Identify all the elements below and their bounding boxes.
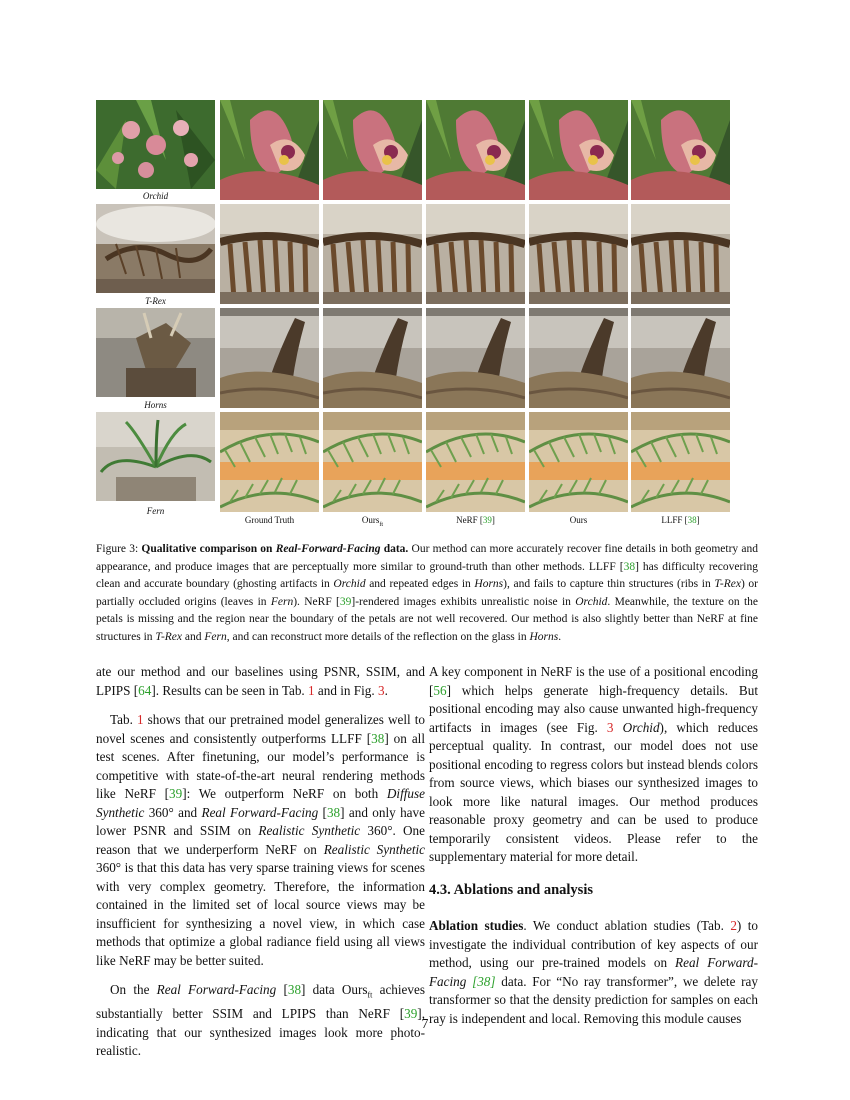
- figure-caption: Figure 3: Qualitative comparison on Real-Forward-Facing data. Our method can more accurately recover fine details in both geometry and appearance, and produce images that are perceptually more similar to ground-truth than other methods. LLFF [38] has difficulty recovering clean and accurate boundary (ghosting artifacts in Orchid and repeated edges in Horns), and fails to capture thin structures (ribs in T-Rex) or partially occluded origins (leaves in Fern). NeRF [39]-rendered images exhibits unrealistic noise in Orchid. Meanwhile, the texture on the petals is missing and the region near the boundary of the petals are not well recovered. Our method is also slightly better than NeRF at fine structures in T-Rex and Fern, and can reconstruct more details of the reflection on the glass in Horns.: [96, 543, 758, 643]
- orchid-llff-crop: [631, 100, 730, 200]
- horns-ours-crop: [529, 308, 628, 408]
- row-label-fern: Fern: [146, 506, 165, 516]
- horns-nerf-crop: [426, 308, 525, 408]
- left-paragraph-3: On the Real Forward-Facing [38] data Ours$_{ft}$ achieves substantially better SSIM and LPIPS than NeRF [39], indicating that our synthesized images look more photo-realistic.: [96, 982, 425, 1059]
- row-label-horns: Horns: [144, 400, 167, 410]
- trex-overview-image: [96, 204, 215, 293]
- horns-ours-ft-crop: [323, 308, 422, 408]
- horns-ground-truth-crop: [220, 308, 319, 408]
- horns-overview-image: [96, 308, 215, 397]
- orchid-ours-crop: [529, 100, 628, 200]
- fern-ground-truth-crop: [220, 412, 319, 512]
- trex-ground-truth-crop: [220, 204, 319, 304]
- fern-ours-crop: [529, 412, 628, 512]
- fern-llff-crop: [631, 412, 730, 512]
- trex-ours-ft-crop: [323, 204, 422, 304]
- trex-nerf-crop: [426, 204, 525, 304]
- row-label-trex: T-Rex: [145, 296, 166, 306]
- row-label-orchid: Orchid: [142, 191, 169, 201]
- right-paragraph-2: Ablation studies. We conduct ablation studies (Tab. 2) to investigate the individual contribution of key aspects of our method, using our pre-trained models on Real Forward-Facing [38] data. For “No ray transformer”, we delete ray transformer so that the density prediction for samples on each ray is independent and local. Removing this module causes: [429, 918, 758, 1026]
- right-column: [429, 663, 758, 1028]
- orchid-ours-ft-crop: [323, 100, 422, 200]
- left-column: [96, 663, 425, 1061]
- trex-ours-crop: [529, 204, 628, 304]
- left-paragraph-2: Tab. 1 shows that our pretrained model generalizes well to novel scenes and consistently outperforms LLFF [38] on all test scenes. After finetuning, our model’s performance is competitive with state-of-the-art neural rendering methods like NeRF [39]: We outperform NeRF on both Diffuse Synthetic 360° and Real Forward-Facing [38] and only have lower PSNR and SSIM on Realistic Synthetic 360°. One reason that we underperform NeRF on Realistic Synthetic 360° is that this data has very sparse training views for scenes with very complex geometry. Therefore, the information contained in the limited set of local source views may be insufficient for synthesizing a novel view, in which case methods that optimize a global radiance field using all views like NeRF may be better suited.: [96, 712, 426, 968]
- column-label-ground-truth: Ground Truth: [244, 515, 295, 525]
- orchid-ground-truth-crop: [220, 100, 319, 200]
- orchid-nerf-crop: [426, 100, 525, 200]
- fern-ours-ft-crop: [323, 412, 422, 512]
- fern-overview-image: [96, 412, 215, 501]
- left-paragraph-1: ate our method and our baselines using PSNR, SSIM, and LPIPS [64]. Results can be seen in Tab. 1 and in Fig. 3.: [96, 664, 425, 698]
- column-label-ours: Ours: [569, 515, 588, 525]
- horns-llff-crop: [631, 308, 730, 408]
- column-label-nerf: NeRF [39]: [456, 515, 495, 525]
- column-label-llff: LLFF [38]: [661, 515, 700, 525]
- section-heading-ablations: 4.3. Ablations and analysis: [429, 881, 593, 898]
- fern-nerf-crop: [426, 412, 525, 512]
- orchid-overview-image: [96, 100, 215, 189]
- page-number: 7: [421, 1016, 429, 1031]
- trex-llff-crop: [631, 204, 730, 304]
- right-paragraph-1: A key component in NeRF is the use of a positional encoding [56] which helps generate high-frequency details. But positional encoding may also cause unwanted high-frequency artifacts in images (see Fig. 3 Orchid), which reduces perceptual quality. In contrast, our model does not use positional encoding to regress colors but instead blends colors from source views, which biases our synthesized images to look more like natural images. Our method produces reasonable proxy geometry and can be used to produce temporarily consistent videos. Please refer to the supplementary material for more detail.: [429, 664, 759, 864]
- column-label-ours-ft: Ours$_{ft}$: [361, 515, 384, 528]
